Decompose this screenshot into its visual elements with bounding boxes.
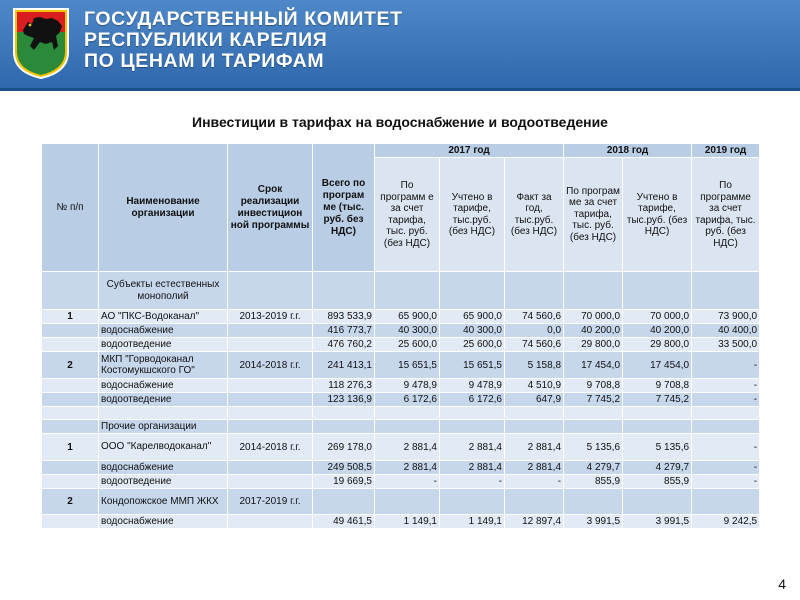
- row-total: 269 178,0: [313, 434, 375, 461]
- cell-value: 7 745,2: [623, 393, 692, 407]
- cell-value: 9 708,8: [564, 379, 623, 393]
- cell-value: 17 454,0: [564, 352, 623, 379]
- cell-value: 2 881,4: [505, 434, 564, 461]
- row-number: [42, 379, 99, 393]
- cell-value: [505, 407, 564, 420]
- cell-value: -: [692, 434, 760, 461]
- cell-value: 74 560,6: [505, 338, 564, 352]
- cell-value: 12 897,4: [505, 515, 564, 529]
- cell-value: 2 881,4: [505, 461, 564, 475]
- cell-value: 73 900,0: [692, 310, 760, 324]
- cell-value: 15 651,5: [440, 352, 505, 379]
- cell-value: 40 300,0: [440, 324, 505, 338]
- cell-value: [623, 420, 692, 434]
- row-number: [42, 515, 99, 529]
- row-name: водоотведение: [99, 393, 228, 407]
- cell-value: 4 510,9: [505, 379, 564, 393]
- cell-value: 3 991,5: [623, 515, 692, 529]
- cell-value: 647,9: [505, 393, 564, 407]
- cell-value: 4 279,7: [623, 461, 692, 475]
- table-row: [42, 379, 760, 393]
- cell-value: -: [692, 379, 760, 393]
- row-number: [42, 272, 99, 310]
- cell-value: [564, 489, 623, 515]
- row-number: [42, 461, 99, 475]
- header-2017-fact: Факт за год, тыс.руб. (без НДС): [505, 158, 564, 272]
- cell-value: [564, 272, 623, 310]
- cell-value: -: [692, 393, 760, 407]
- table-row: [42, 393, 760, 407]
- table-row: [42, 407, 760, 420]
- row-total: 123 136,9: [313, 393, 375, 407]
- cell-value: 15 651,5: [375, 352, 440, 379]
- cell-value: 9 478,9: [375, 379, 440, 393]
- header-2017-program: По программ е за счет тарифа, тыс. руб. (без НДС): [375, 158, 440, 272]
- row-name: водоснабжение: [99, 461, 228, 475]
- row-term: [228, 461, 313, 475]
- cell-value: 9 478,9: [440, 379, 505, 393]
- cell-value: 40 200,0: [564, 324, 623, 338]
- cell-value: -: [440, 475, 505, 489]
- cell-value: [440, 272, 505, 310]
- cell-value: -: [375, 475, 440, 489]
- row-total: 893 533,9: [313, 310, 375, 324]
- row-name: МКП "Горводоканал Костомукшского ГО": [99, 352, 228, 379]
- cell-value: 74 560,6: [505, 310, 564, 324]
- row-total: 49 461,5: [313, 515, 375, 529]
- cell-value: [440, 489, 505, 515]
- row-term: 2014-2018 г.г.: [228, 434, 313, 461]
- table-row: [42, 272, 760, 310]
- row-name: водоотведение: [99, 475, 228, 489]
- cell-value: [505, 272, 564, 310]
- row-name: АО "ПКС-Водоканал": [99, 310, 228, 324]
- row-term: [228, 393, 313, 407]
- header-2018-tariff: Учтено в тарифе, тыс.руб. (без НДС): [623, 158, 692, 272]
- cell-value: 17 454,0: [623, 352, 692, 379]
- cell-value: [375, 420, 440, 434]
- cell-value: 9 708,8: [623, 379, 692, 393]
- cell-value: 2 881,4: [440, 461, 505, 475]
- cell-value: 5 135,6: [564, 434, 623, 461]
- row-name: [99, 407, 228, 420]
- cell-value: 25 600,0: [440, 338, 505, 352]
- header-year-2019: 2019 год: [692, 144, 760, 158]
- row-name: ООО "Карелводоканал": [99, 434, 228, 461]
- cell-value: 65 900,0: [440, 310, 505, 324]
- row-term: [228, 515, 313, 529]
- cell-value: [692, 420, 760, 434]
- row-total: [313, 489, 375, 515]
- cell-value: [623, 489, 692, 515]
- table-row: [42, 434, 760, 461]
- cell-value: -: [692, 475, 760, 489]
- org-line-2: РЕСПУБЛИКИ КАРЕЛИЯ: [84, 29, 328, 51]
- row-term: 2014-2018 г.г.: [228, 352, 313, 379]
- org-line-3: ПО ЦЕНАМ И ТАРИФАМ: [84, 50, 325, 72]
- row-term: [228, 407, 313, 420]
- row-term: [228, 420, 313, 434]
- row-total: 19 669,5: [313, 475, 375, 489]
- row-term: [228, 338, 313, 352]
- row-term: [228, 475, 313, 489]
- header-total: Всего по програм ме (тыс. руб. без НДС): [313, 144, 375, 272]
- cell-value: 70 000,0: [623, 310, 692, 324]
- row-total: 118 276,3: [313, 379, 375, 393]
- cell-value: 29 800,0: [564, 338, 623, 352]
- cell-value: -: [692, 461, 760, 475]
- cell-value: 25 600,0: [375, 338, 440, 352]
- header-num: № п/п: [42, 144, 99, 272]
- cell-value: 6 172,6: [440, 393, 505, 407]
- row-term: [228, 272, 313, 310]
- row-name: водоснабжение: [99, 515, 228, 529]
- cell-value: [505, 420, 564, 434]
- header-name: Наименование организации: [99, 144, 228, 272]
- cell-value: 855,9: [623, 475, 692, 489]
- cell-value: 1 149,1: [375, 515, 440, 529]
- row-name: Прочие организации: [99, 420, 228, 434]
- row-term: 2013-2019 г.г.: [228, 310, 313, 324]
- row-term: [228, 324, 313, 338]
- cell-value: 2 881,4: [440, 434, 505, 461]
- table-row: [42, 461, 760, 475]
- table-row: [42, 475, 760, 489]
- row-name: Кондопожское ММП ЖКХ: [99, 489, 228, 515]
- row-term: 2017-2019 г.г.: [228, 489, 313, 515]
- page-number: 4: [778, 576, 786, 592]
- header-2017-tariff: Учтено в тарифе, тыс.руб. (без НДС): [440, 158, 505, 272]
- cell-value: 0,0: [505, 324, 564, 338]
- cell-value: 2 881,4: [375, 461, 440, 475]
- row-number: [42, 475, 99, 489]
- organization-name: [84, 9, 403, 72]
- row-total: 416 773,7: [313, 324, 375, 338]
- cell-value: 855,9: [564, 475, 623, 489]
- cell-value: 6 172,6: [375, 393, 440, 407]
- cell-value: [623, 407, 692, 420]
- cell-value: 4 279,7: [564, 461, 623, 475]
- cell-value: 2 881,4: [375, 434, 440, 461]
- banner-divider: [0, 88, 800, 91]
- cell-value: 5 158,8: [505, 352, 564, 379]
- row-total: 241 413,1: [313, 352, 375, 379]
- row-number: 1: [42, 434, 99, 461]
- header-banner: [0, 0, 800, 88]
- header-2019-program: По программе за счет тарифа, тыс. руб. (без НДС): [692, 158, 760, 272]
- header-year-2018: 2018 год: [564, 144, 692, 158]
- cell-value: [564, 407, 623, 420]
- investments-table: [41, 143, 760, 529]
- table-row: [42, 338, 760, 352]
- slide-title: Инвестиции в тарифах на водоснабжение и водоотведение: [192, 114, 608, 130]
- row-total: 476 760,2: [313, 338, 375, 352]
- cell-value: [692, 407, 760, 420]
- org-line-1: ГОСУДАРСТВЕННЫЙ КОМИТЕТ: [84, 8, 403, 30]
- cell-value: 3 991,5: [564, 515, 623, 529]
- row-name: водоотведение: [99, 338, 228, 352]
- cell-value: [440, 420, 505, 434]
- cell-value: [440, 407, 505, 420]
- table-row: [42, 352, 760, 379]
- row-number: [42, 407, 99, 420]
- row-name: Субъекты естественных монополий: [99, 272, 228, 310]
- cell-value: 40 300,0: [375, 324, 440, 338]
- cell-value: 7 745,2: [564, 393, 623, 407]
- cell-value: 70 000,0: [564, 310, 623, 324]
- cell-value: [375, 489, 440, 515]
- cell-value: 40 400,0: [692, 324, 760, 338]
- row-term: [228, 379, 313, 393]
- table-row: [42, 310, 760, 324]
- cell-value: 33 500,0: [692, 338, 760, 352]
- cell-value: 9 242,5: [692, 515, 760, 529]
- cell-value: -: [505, 475, 564, 489]
- cell-value: [623, 272, 692, 310]
- row-number: [42, 393, 99, 407]
- table-row: [42, 489, 760, 515]
- header-year-2017: 2017 год: [375, 144, 564, 158]
- row-number: [42, 338, 99, 352]
- row-total: 249 508,5: [313, 461, 375, 475]
- cell-value: -: [692, 352, 760, 379]
- row-number: [42, 420, 99, 434]
- cell-value: [505, 489, 564, 515]
- table-row: [42, 420, 760, 434]
- row-number: 1: [42, 310, 99, 324]
- karelia-bear-coat-of-arms-icon: [10, 6, 72, 80]
- cell-value: [692, 489, 760, 515]
- header-term: Срок реализации инвестицион ной программы: [228, 144, 313, 272]
- cell-value: 29 800,0: [623, 338, 692, 352]
- cell-value: [375, 407, 440, 420]
- cell-value: 1 149,1: [440, 515, 505, 529]
- cell-value: 65 900,0: [375, 310, 440, 324]
- row-number: 2: [42, 352, 99, 379]
- row-number: [42, 324, 99, 338]
- cell-value: 40 200,0: [623, 324, 692, 338]
- cell-value: [692, 272, 760, 310]
- cell-value: [375, 272, 440, 310]
- row-total: [313, 407, 375, 420]
- header-2018-program: По програм ме за счет тарифа, тыс. руб. (без НДС): [564, 158, 623, 272]
- cell-value: [564, 420, 623, 434]
- row-total: [313, 272, 375, 310]
- table-row: [42, 324, 760, 338]
- table-row: [42, 515, 760, 529]
- row-number: 2: [42, 489, 99, 515]
- row-total: [313, 420, 375, 434]
- cell-value: 5 135,6: [623, 434, 692, 461]
- row-name: водоснабжение: [99, 379, 228, 393]
- row-name: водоснабжение: [99, 324, 228, 338]
